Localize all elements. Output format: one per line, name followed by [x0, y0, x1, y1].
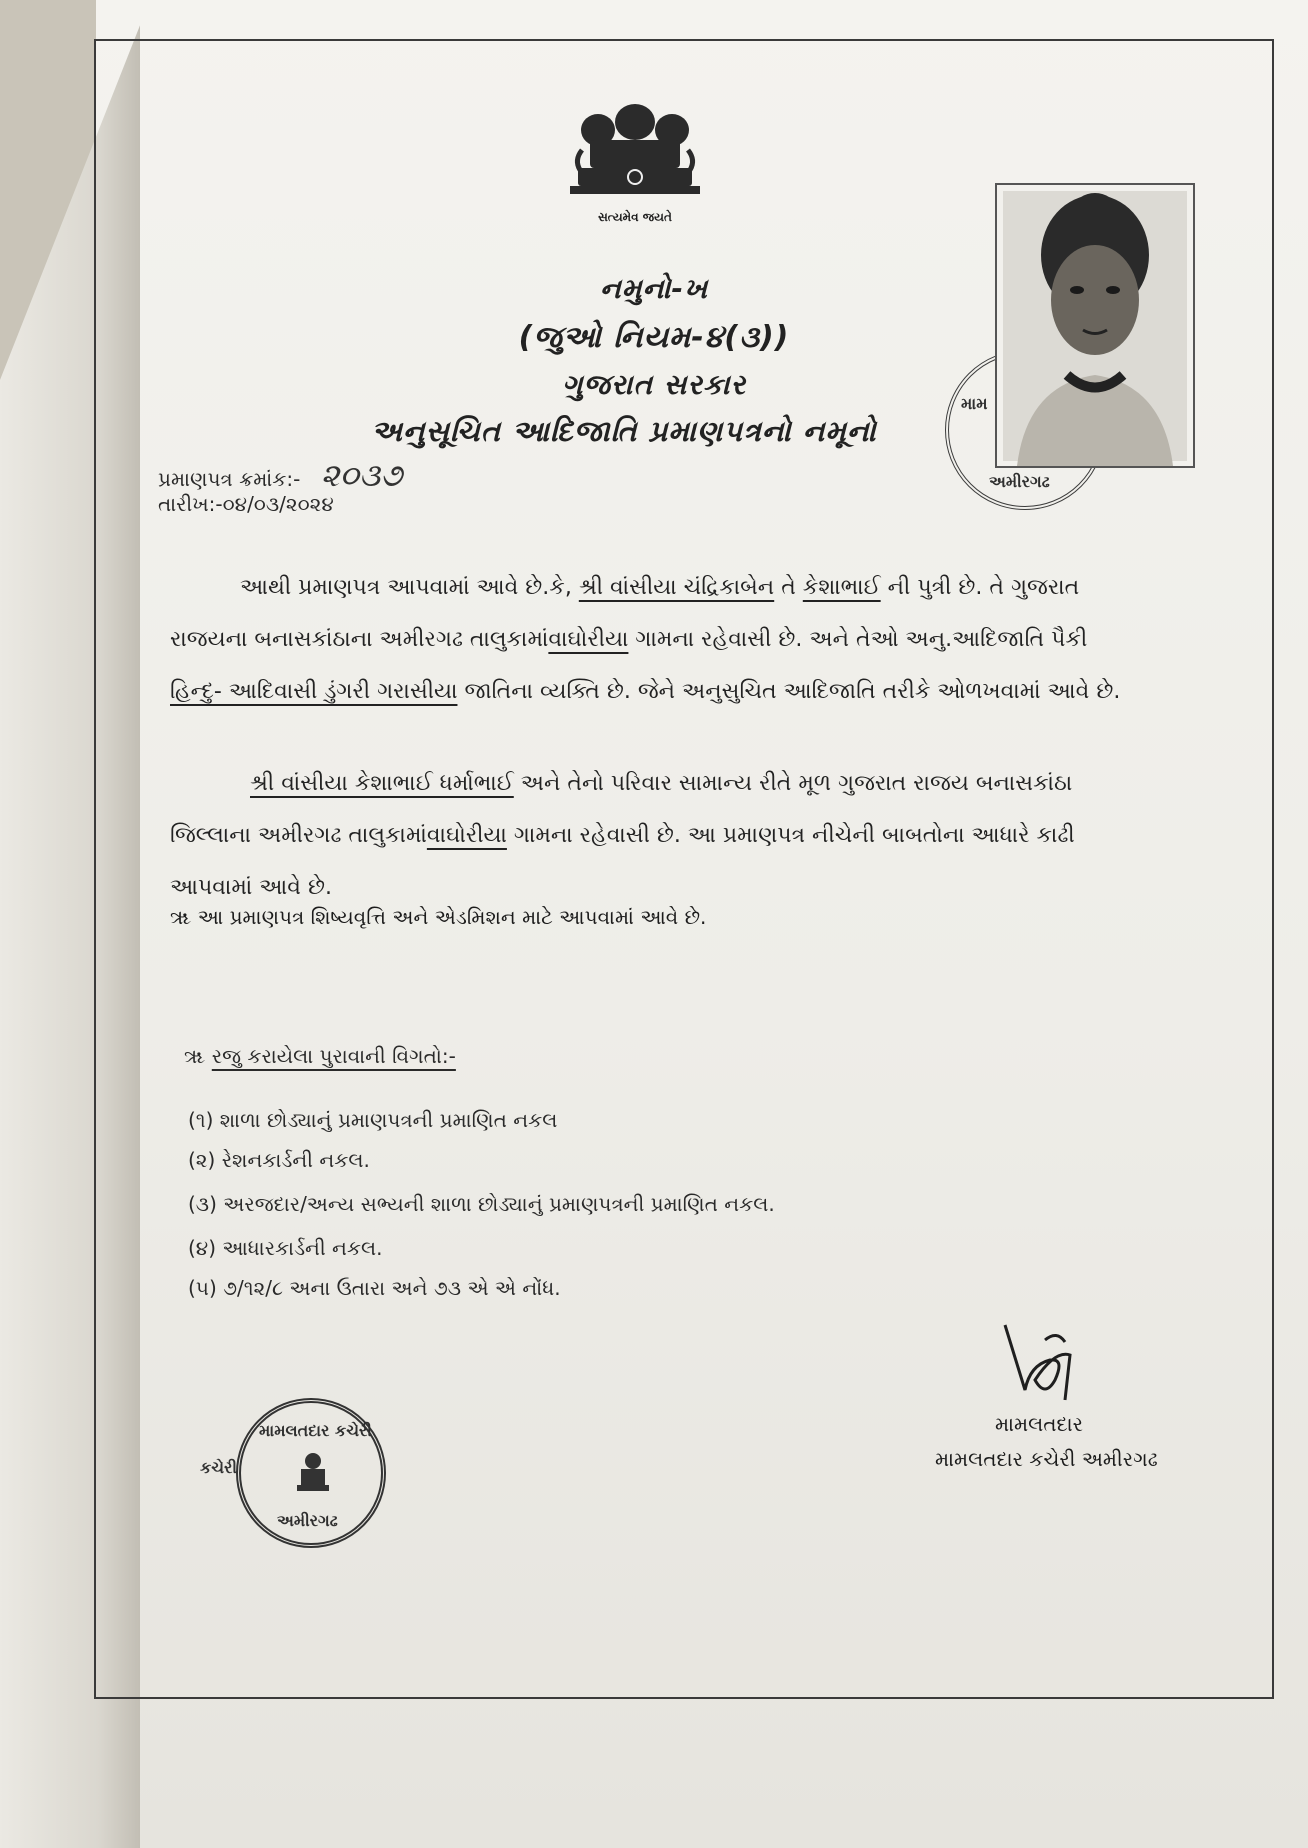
form-label: નમુનો-ખ [599, 272, 709, 305]
list-item: (૩) અરજદાર/અન્ય સભ્યની શાળા છોડ્યાનું પ્રમાણપત્રની પ્રમાણિત નકલ. [188, 1192, 775, 1216]
list-item: (૨) રેશનકાર્ડની નકલ. [188, 1148, 370, 1172]
certificate-number-value: ૨૦૩૭ [320, 456, 403, 494]
evidence-heading: ૠ રજુ કરાયેલા પુરાવાની વિગતો:- [184, 1044, 456, 1068]
photo-seal-stamp: મામ અમીરગઢ [945, 350, 1105, 510]
certificate-number-label: પ્રમાણપત્ર ક્રમાંક:- [158, 467, 301, 491]
rule-reference: (જુઓ નિયમ-૪(૩)) [518, 320, 790, 355]
father-name: કેશાભાઈ [802, 575, 881, 600]
seal-emblem-icon [293, 1451, 333, 1501]
certificate-date-label: તારીખ:- [158, 492, 223, 516]
emblem-motto: સત્યમેવ જયતે [598, 210, 672, 224]
certificate-paragraph-2: શ્રી વાંસીયા કેશાભાઈ ધર્માભાઈ અને તેનો પરિવાર સામાન્ય રીતે મૂળ ગુજરાત રાજય બનાસકાંઠા જિલ્લાના અમીરગઢ તાલુકામાંવાઘોરીયા ગામના રહેવાસી છે. આ પ્રમાણપત્ર નીચેની બાબતોના આધારે કાઢી આપવામાં આવે છે. [170, 771, 1075, 900]
list-item: (૪) આધારકાર્ડની નકલ. [188, 1236, 383, 1260]
family-head-name: શ્રી વાંસીયા કેશાભાઈ ધર્માભાઈ [250, 771, 514, 796]
certificate-number-row [158, 456, 402, 495]
tribe-name: હિન્દુ- આદિવાસી ડુંગરી ગરાસીયા [170, 679, 458, 704]
evidence-list [188, 1100, 775, 1308]
village-name-2: વાઘોરીયા [426, 823, 507, 848]
applicant-photo [995, 183, 1195, 468]
office-seal-stamp: મામલતદાર કચેરી અમીરગઢ [236, 1398, 386, 1548]
certificate-date-row [158, 492, 334, 516]
certificate-title: અનુસૂચિત આદિજાતિ પ્રમાણપત્રનો નમૂનો [371, 414, 877, 448]
signatory-title: મામલતદાર [995, 1412, 1083, 1436]
list-item: (૫) ૭/૧૨/૮ અના ઉતારા અને ૭૩ એ એ નોંધ. [188, 1276, 561, 1300]
office-seal-side-text: કચેરી [200, 1458, 237, 1477]
certificate-paragraph-1: આથી પ્રમાણપત્ર આપવામાં આવે છે.કે, શ્રી વાંસીયા ચંદ્રિકાબેન તે કેશાભાઈ ની પુત્રી છે. તે ગુજરાત રાજયના બનાસકાંઠાના અમીરગઢ તાલુકામાંવાઘોરીયા ગામના રહેવાસી છે. અને તેઓ અનુ.આદિજાતિ પૈકી હિન્દુ- આદિવાસી ડુંગરી ગરાસીયા જાતિના વ્યક્તિ છે. જેને અનુસુચિત આદિજાતિ તરીકે ઓળખવામાં આવે છે. [170, 575, 1121, 704]
signature-mark [995, 1320, 1105, 1410]
list-item: (૧) શાળા છોડ્યાનું પ્રમાણપત્રની પ્રમાણિત નકલ [188, 1108, 558, 1132]
signatory-office: મામલતદાર કચેરી અમીરગઢ [935, 1447, 1158, 1471]
ashoka-emblem-icon [560, 100, 710, 224]
government-name: ગુજરાત સરકાર [562, 368, 746, 401]
purpose-statement: ૠ આ પ્રમાણપત્ર શિષ્યવૃત્તિ અને એડમિશન માટે આપવામાં આવે છે. [170, 905, 707, 929]
applicant-name: શ્રી વાંસીયા ચંદ્રિકાબેન [578, 575, 775, 600]
village-name: વાઘોરીયા [548, 627, 629, 652]
certificate-date-value: ૦૪/૦૩/૨૦૨૪ [222, 492, 334, 516]
